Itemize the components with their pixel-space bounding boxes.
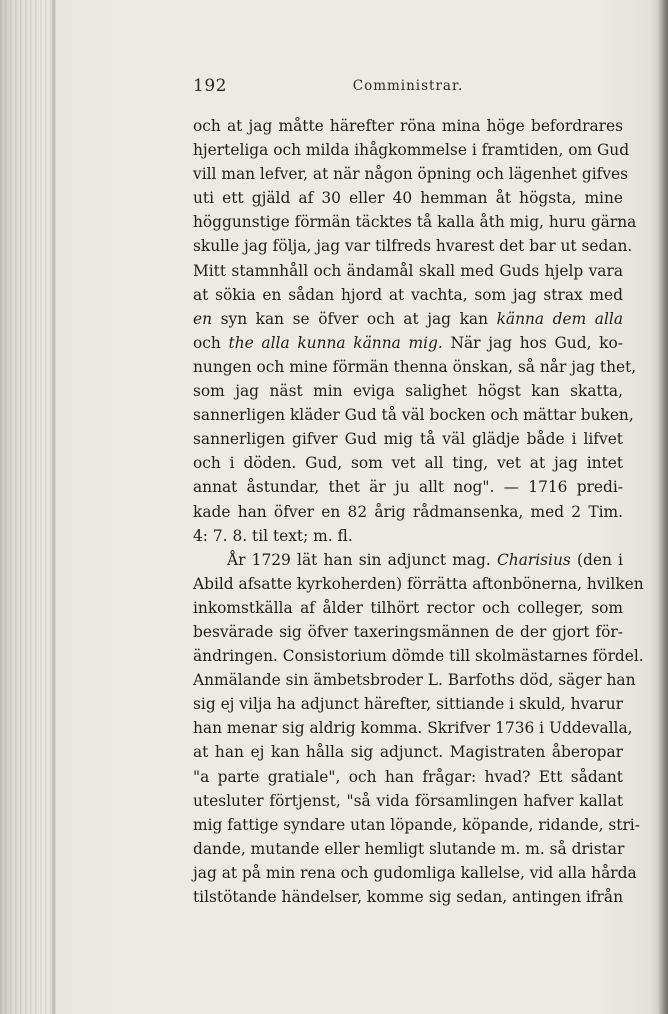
text-segment: 4: 7. 8. til text; m. fl. [193, 526, 353, 545]
text-line [193, 524, 623, 548]
text-line [193, 620, 623, 644]
text-segment: kade han öfver en 82 årig rådmansenka, med 2 Tim. [193, 502, 623, 521]
text-line [193, 355, 637, 379]
text-segment: utesluter förtjenst, "så vida församlingen hafver kallat [193, 791, 623, 810]
text-line [193, 114, 623, 138]
text-segment: skulle jag följa, jag var tilfreds hvarest det bar ut sedan. [193, 237, 633, 256]
text-segment: Mitt stamnhåll och ändamål skall med Guds hjelp vara [193, 261, 623, 280]
text-line [193, 475, 623, 499]
text-line [193, 307, 623, 331]
text-line [193, 813, 640, 837]
text-line [193, 692, 623, 716]
text-line [193, 451, 623, 475]
text-segment: hjerteliga och milda ihågkommelse i framtiden, om Gud [193, 141, 630, 160]
italic-text: en [193, 309, 213, 328]
text-segment: uti ett gjäld af 30 eller 40 hemman åt högsta, mine [193, 189, 623, 208]
text-line [193, 138, 630, 162]
text-line [193, 885, 623, 909]
text-segment: Anmälande sin ämbetsbroder L. Barfoths död, säger han [193, 671, 636, 690]
text-line [193, 283, 623, 307]
text-line [193, 259, 623, 283]
text-line [193, 234, 633, 258]
running-title: Comministrar. [352, 78, 464, 94]
text-line [193, 740, 623, 764]
page-number: 192 [193, 76, 227, 96]
text-line [193, 186, 623, 210]
text-segment: ändringen. Consistorium dömde till skolmästarnes fördel. [193, 647, 644, 666]
text-line [193, 716, 633, 740]
text-line [193, 596, 623, 620]
text-segment: annat åstundar, thet är ju allt nog". — 1716 predi- [193, 478, 623, 497]
text-segment: nungen och mine förmän thenna önskan, så når jag thet, [193, 357, 637, 376]
text-segment: "a parte gratiale", och han frågar: hvad? Ett sådant [193, 767, 623, 786]
text-segment: tilstötande händelser, komme sig sedan, antingen ifrån [193, 888, 623, 906]
text-line [193, 379, 623, 403]
text-line [193, 765, 623, 789]
text-line [193, 427, 623, 451]
italic-text: the alla kunna känna mig. [228, 333, 443, 352]
text-segment: sannerligen kläder Gud tå väl bocken och mättar buken, [193, 406, 634, 425]
text-line [193, 162, 629, 186]
text-segment: vill man lefver, at när någon öpning och lägenhet gifves [193, 165, 629, 184]
running-head [193, 76, 623, 100]
text-segment: sannerligen gifver Gud mig tå väl glädje både i lifvet [193, 430, 623, 449]
text-segment: och i döden. Gud, som vet all ting, vet at jag intet [193, 454, 623, 473]
text-line [193, 548, 623, 572]
text-segment: och at jag måtte härefter röna mina höge befordrares [193, 117, 623, 135]
text-line [193, 331, 623, 355]
text-segment: sig ej vilja ha adjunct härefter, sittiande i skuld, hvarur [193, 695, 623, 714]
body-text [193, 114, 644, 909]
page-right-edge [658, 0, 668, 1014]
text-segment: besvärade sig öfver taxeringsmännen de der gjort för- [193, 622, 623, 641]
text-line [193, 668, 636, 692]
italic-text: känna dem alla [496, 309, 623, 328]
text-line [193, 789, 623, 813]
text-line [193, 644, 644, 668]
text-segment: (den i [570, 550, 623, 569]
text-segment: som jag näst min eviga salighet högst kan skatta, [193, 382, 623, 401]
text-segment: at han ej kan hålla sig adjunct. Magistraten åberopar [193, 743, 623, 762]
text-line [193, 210, 637, 234]
text-segment: at sökia en sådan hjord at vachta, som jag strax med [193, 285, 623, 304]
text-line [193, 403, 634, 427]
text-line [193, 572, 644, 596]
text-segment: höggunstige förmän täcktes tå kalla åth mig, huru gärna [193, 213, 637, 232]
text-line [193, 861, 637, 885]
text-line [193, 500, 623, 524]
page-binding-edge [52, 0, 55, 1014]
text-segment: och [193, 333, 229, 352]
text-segment: Abild afsatte kyrkoherden) förrätta aftonbönerna, hvilken [193, 574, 644, 593]
text-segment: När jag hos Gud, ko- [442, 333, 623, 352]
text-line [193, 837, 623, 861]
text-segment: År 1729 lät han sin adjunct mag. [227, 550, 497, 569]
text-segment: dande, mutande eller hemligt slutande m. m. så dristar [193, 839, 625, 858]
text-segment: han menar sig aldrig komma. Skrifver 1736 i Uddevalla, [193, 719, 633, 738]
text-segment: syn kan se öfver och at jag kan [212, 309, 497, 328]
text-segment: jag at på min rena och gudomliga kallelse, vid alla hårda [193, 863, 637, 882]
page-binding-shadow [0, 0, 56, 1014]
text-segment: mig fattige syndare utan löpande, köpande, ridande, stri- [193, 815, 640, 834]
italic-text: Charisius [497, 550, 571, 569]
text-segment: inkomstkälla af ålder tilhört rector och colleger, som [193, 598, 623, 617]
